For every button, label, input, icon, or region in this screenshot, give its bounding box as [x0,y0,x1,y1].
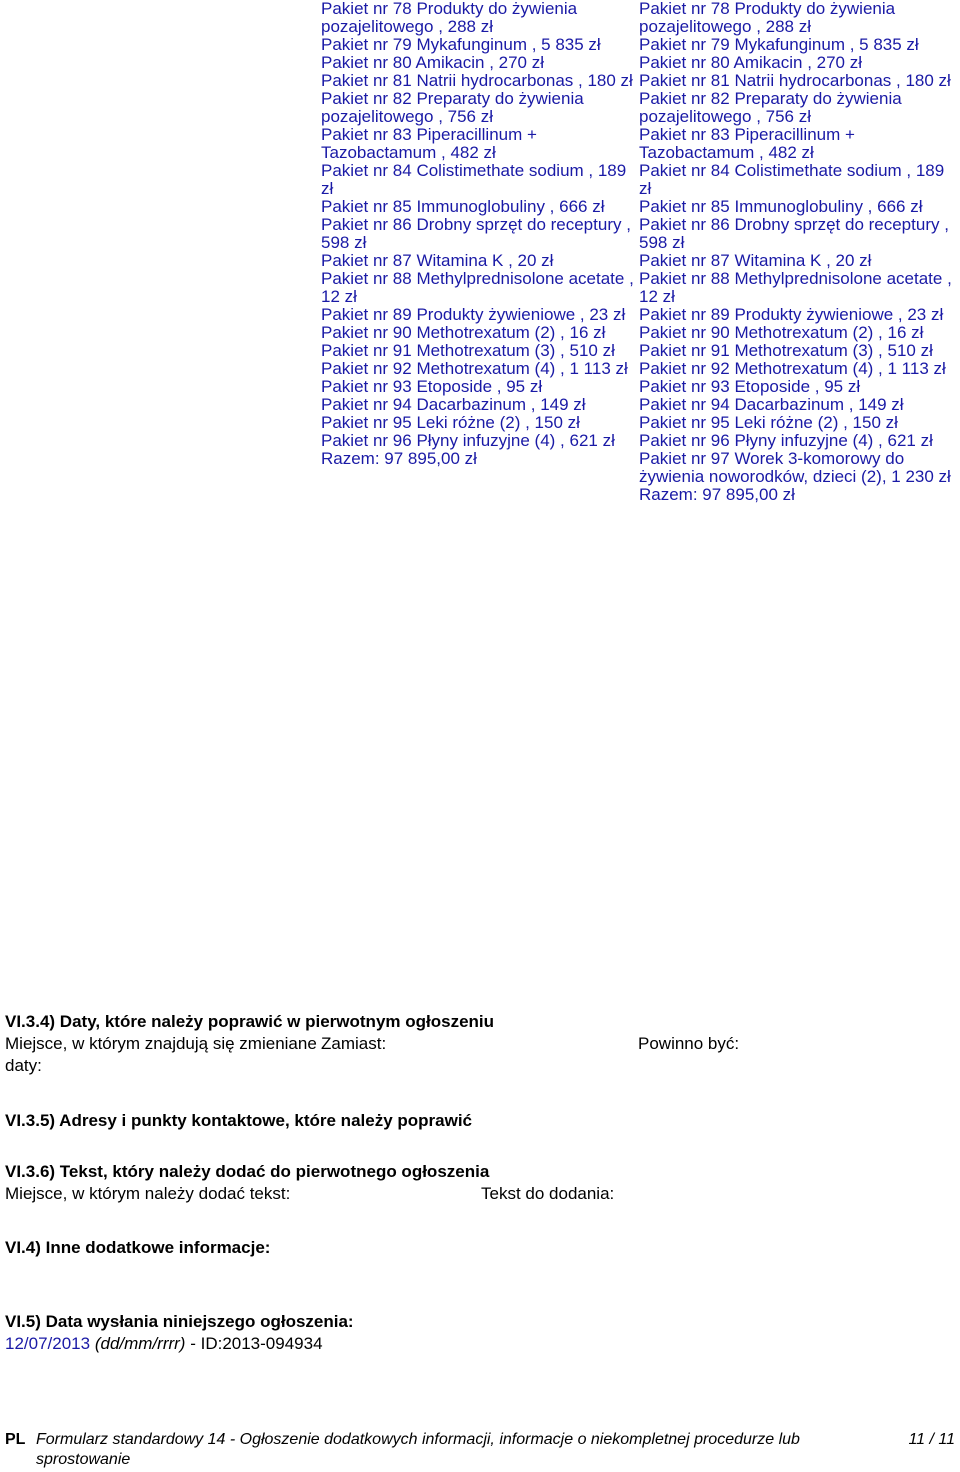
list-item: Pakiet nr 85 Immunoglobuliny , 666 zł [321,197,605,216]
list-item: Pakiet nr 93 Etoposide , 95 zł [639,377,861,396]
list-item: Pakiet nr 96 Płyny infuzyjne (4) , 621 zł [639,431,933,450]
total-amount: Razem: 97 895,00 zł [321,449,477,468]
list-item: Pakiet nr 86 Drobny sprzęt do receptury , 598 zł [639,215,949,252]
date-line [5,1333,354,1355]
list-item: Pakiet nr 81 Natrii hydrocarbonas , 180 zł [639,71,951,90]
list-item: Pakiet nr 78 Produkty do żywienia pozajelitowego , 288 zł [639,0,896,36]
list-item: Pakiet nr 89 Produkty żywieniowe , 23 zł [639,305,944,324]
list-item: Pakiet nr 85 Immunoglobuliny , 666 zł [639,197,923,216]
list-item: Pakiet nr 91 Methotrexatum (3) , 510 zł [639,341,933,360]
list-item: Pakiet nr 82 Preparaty do żywienia pozajelitowego , 756 zł [639,89,902,126]
list-item: Pakiet nr 88 Methylprednisolone acetate , 12 zł [321,269,634,306]
text-label: Tekst do dodania: [481,1184,615,1203]
list-item: Pakiet nr 80 Amikacin , 270 zł [321,53,545,72]
list-item: Pakiet nr 84 Colistimethate sodium , 189 zł [639,161,945,198]
section-vi-3-4 [5,1011,739,1077]
list-item: Pakiet nr 92 Methotrexatum (4) , 1 113 zł [639,359,946,378]
should-be-label: Powinno być: [638,1034,740,1053]
list-item: Pakiet nr 83 Piperacillinum + Tazobactamum , 482 zł [639,125,855,162]
list-item: Pakiet nr 92 Methotrexatum (4) , 1 113 zł [321,359,628,378]
list-item: Pakiet nr 89 Produkty żywieniowe , 23 zł [321,305,626,324]
section-vi-5 [5,1311,354,1355]
section-heading: VI.5) Data wysłania niniejszego ogłoszenia: [5,1312,354,1331]
list-item: Pakiet nr 90 Methotrexatum (2) , 16 zł [639,323,924,342]
section-vi-3-6 [5,1161,614,1205]
place-label: Miejsce, w którym znajdują się zmieniane daty: [5,1034,317,1075]
list-item: Pakiet nr 95 Leki różne (2) , 150 zł [321,413,580,432]
list-item: Pakiet nr 94 Dacarbazinum , 149 zł [639,395,904,414]
list-item: Pakiet nr 90 Methotrexatum (2) , 16 zł [321,323,606,342]
list-item: Pakiet nr 82 Preparaty do żywienia pozajelitowego , 756 zł [321,89,584,126]
section-heading: VI.3.4) Daty, które należy poprawić w pierwotnym ogłoszeniu [5,1012,495,1031]
list-item: Pakiet nr 91 Methotrexatum (3) , 510 zł [321,341,615,360]
section-heading: VI.3.5) Adresy i punkty kontaktowe, które należy poprawić [5,1111,473,1130]
list-item: Pakiet nr 88 Methylprednisolone acetate , 12 zł [639,269,952,306]
left-column [321,0,641,468]
list-item: Pakiet nr 87 Witamina K , 20 zł [639,251,872,270]
section-heading: VI.3.6) Tekst, który należy dodać do pierwotnego ogłoszenia [5,1162,490,1181]
footer-title: Formularz standardowy 14 - Ogłoszenie dodatkowych informacji, informacje o niekompletnej procedurze lub sprostowanie [36,1431,800,1468]
footer-lang: PL [5,1431,26,1448]
list-item: Pakiet nr 87 Witamina K , 20 zł [321,251,554,270]
section-vi-3-5 [5,1110,472,1132]
page-number: 11 / 11 [908,1431,955,1448]
list-item: Pakiet nr 86 Drobny sprzęt do receptury , 598 zł [321,215,631,252]
total-amount: Razem: 97 895,00 zł [639,485,795,504]
list-item: Pakiet nr 95 Leki różne (2) , 150 zł [639,413,898,432]
list-item: Pakiet nr 78 Produkty do żywienia pozajelitowego , 288 zł [321,0,578,36]
table-row [5,1033,739,1077]
section-vi-4 [5,1237,270,1259]
place-label: Miejsce, w którym należy dodać tekst: [5,1184,291,1203]
section-heading: VI.4) Inne dodatkowe informacje: [5,1238,271,1257]
list-item: Pakiet nr 79 Mykafunginum , 5 835 zł [321,35,601,54]
send-date: 12/07/2013 [5,1334,91,1353]
table-row [5,1183,614,1205]
right-column [639,0,959,504]
list-item: Pakiet nr 80 Amikacin , 270 zł [639,53,863,72]
list-item: Pakiet nr 83 Piperacillinum + Tazobactamum , 482 zł [321,125,537,162]
page-footer [5,1430,955,1468]
date-format: (dd/mm/rrrr) [94,1334,186,1353]
instead-label: Zamiast: [321,1034,387,1053]
list-item: Pakiet nr 94 Dacarbazinum , 149 zł [321,395,586,414]
list-item: Pakiet nr 81 Natrii hydrocarbonas , 180 zł [321,71,633,90]
list-item: Pakiet nr 97 Worek 3-komorowy do żywienia noworodków, dzieci (2), 1 230 zł [639,449,951,486]
list-item: Pakiet nr 96 Płyny infuzyjne (4) , 621 zł [321,431,615,450]
list-item: Pakiet nr 84 Colistimethate sodium , 189 zł [321,161,627,198]
notice-id: - ID:2013-094934 [185,1334,323,1353]
list-item: Pakiet nr 79 Mykafunginum , 5 835 zł [639,35,919,54]
list-item: Pakiet nr 93 Etoposide , 95 zł [321,377,543,396]
